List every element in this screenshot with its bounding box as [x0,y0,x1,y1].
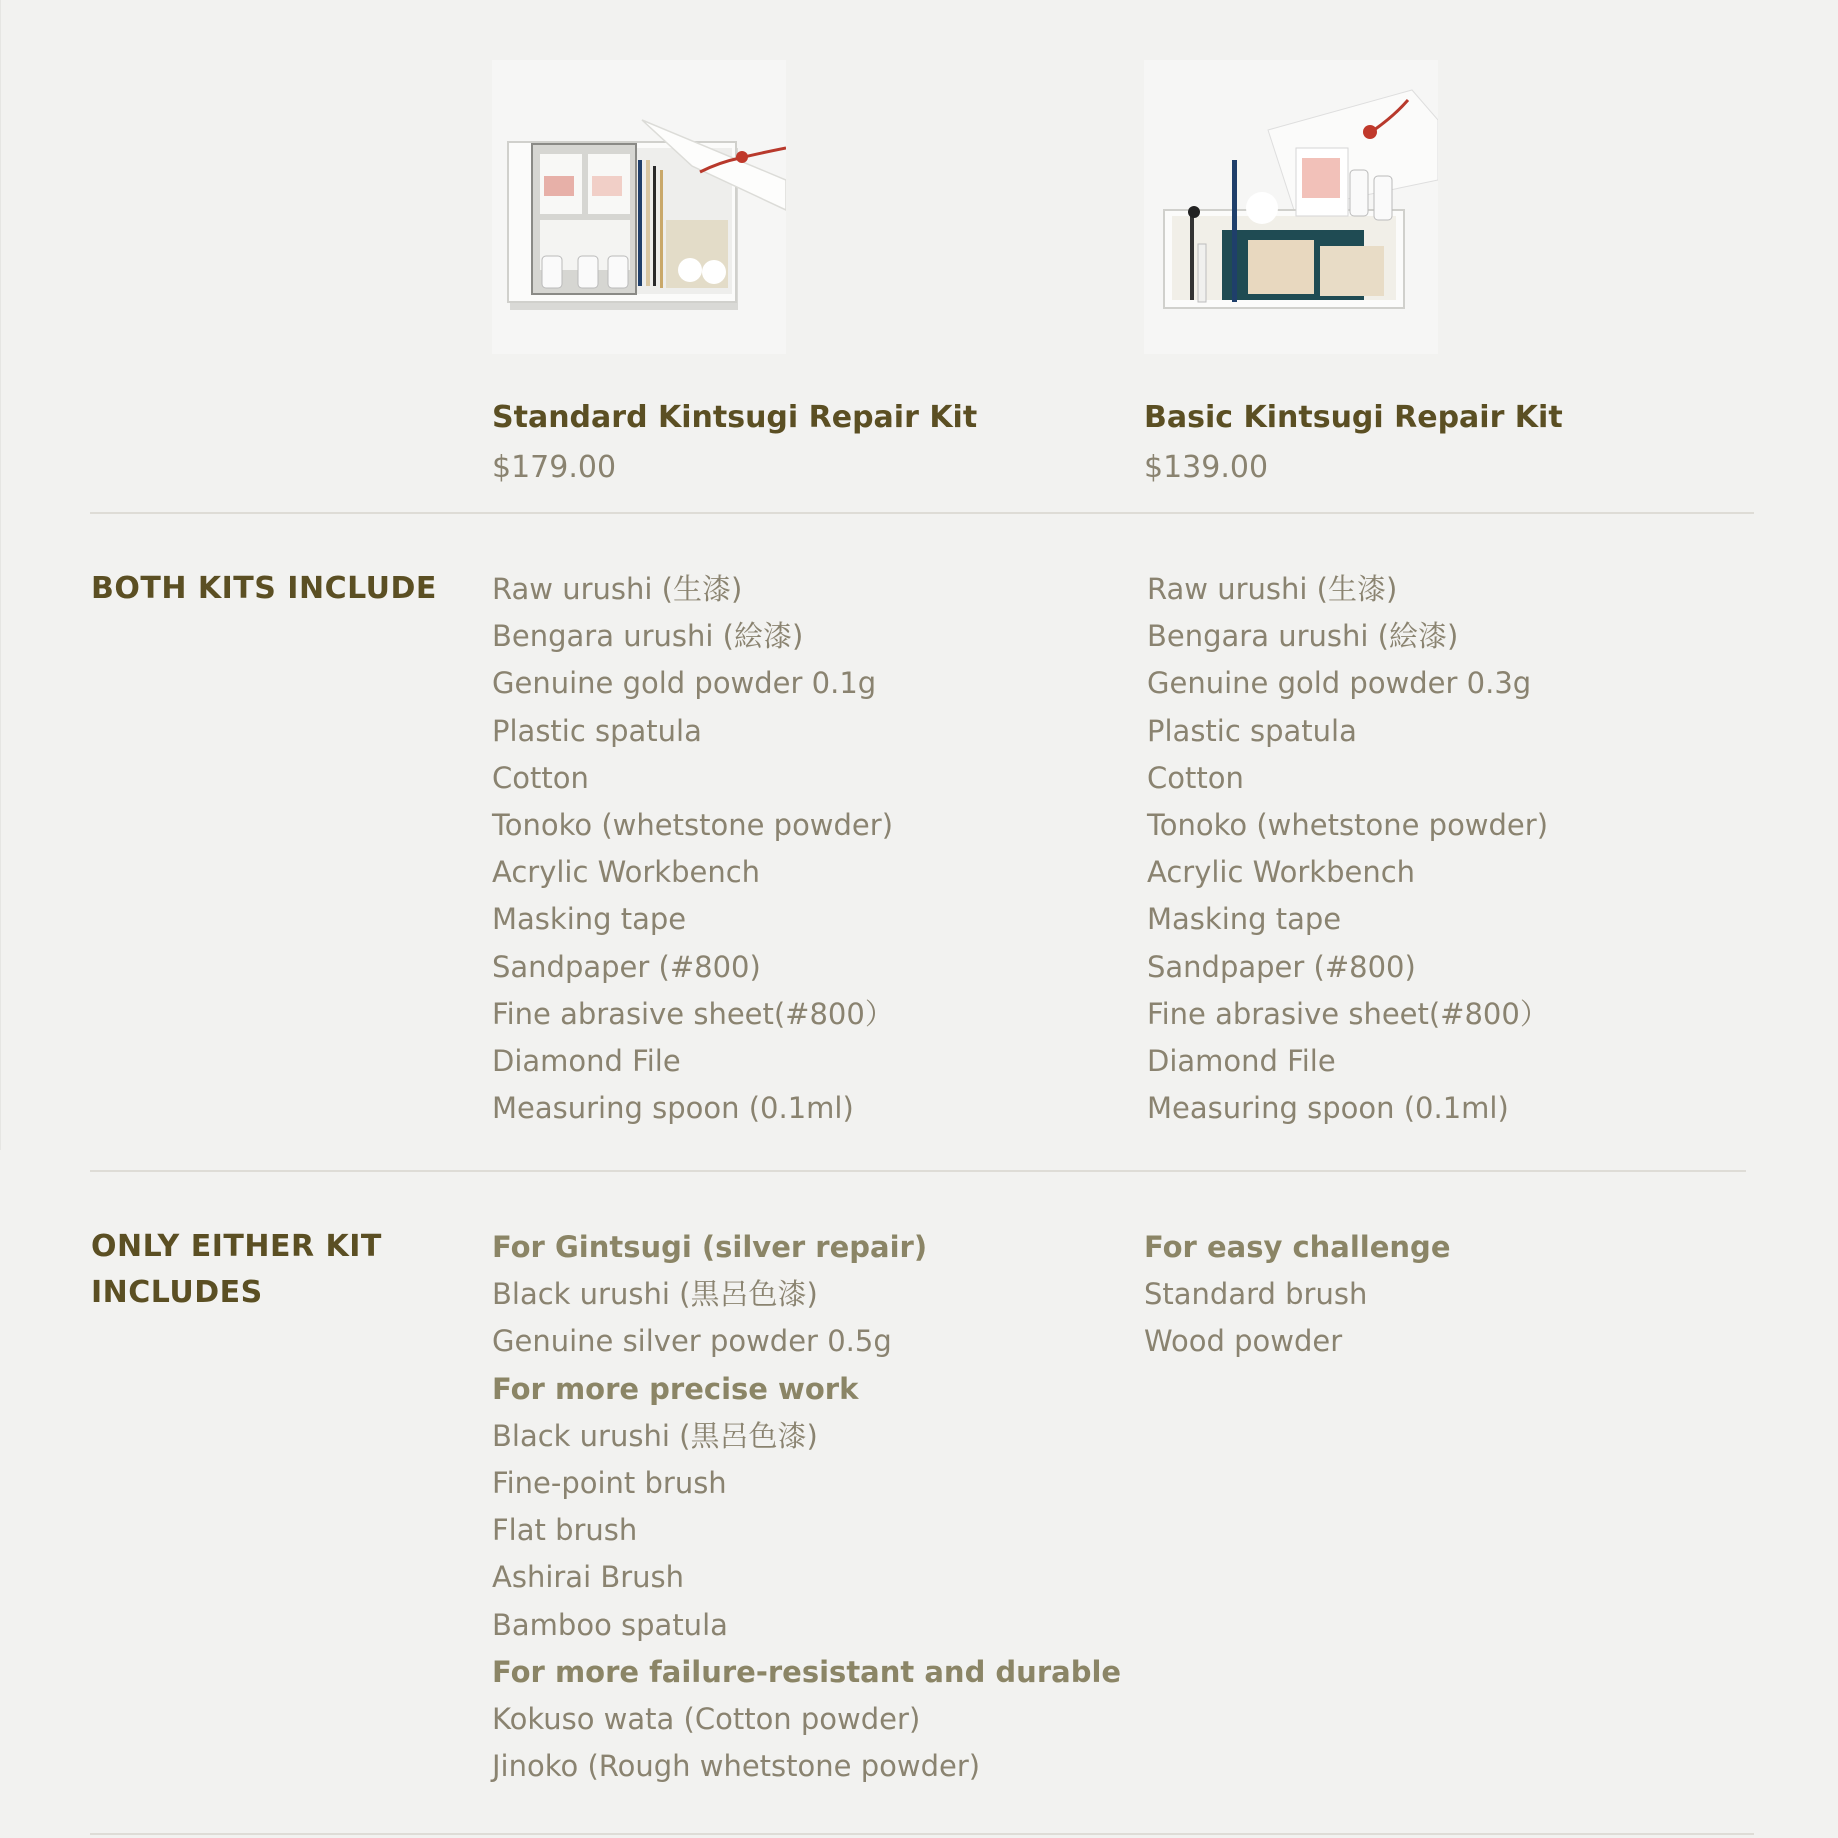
list-item: Black urushi (黒呂色漆) [492,1418,818,1453]
divider-middle [90,1170,1746,1172]
list-item: Ashirai Brush [492,1560,685,1595]
list-item: Masking tape [1147,902,1342,937]
both-items-basic [1147,566,1549,1132]
product-price-basic: $139.00 [1144,450,1269,485]
list-item: Diamond File [492,1044,681,1079]
product-image-standard[interactable] [492,60,786,354]
list-item: Raw urushi (生漆) [492,572,743,606]
list-item: Bamboo spatula [492,1607,728,1642]
left-edge-line [0,0,1,1150]
list-item: Masking tape [492,902,687,937]
either-items-basic [1144,1224,1450,1366]
either-items-standard [492,1224,1121,1790]
list-item: Genuine silver powder 0.5g [492,1324,892,1359]
section-label-either [91,1224,451,1316]
list-item: Genuine gold powder 0.1g [492,666,877,701]
list-item: Black urushi (黒呂色漆) [492,1277,818,1312]
list-item: Sandpaper (#800) [1147,949,1416,984]
list-item: Acrylic Workbench [1147,855,1416,890]
list-item: Jinoko (Rough whetstone powder) [492,1749,981,1784]
section-label-both: BOTH KITS INCLUDE [91,571,437,606]
list-item: Genuine gold powder 0.3g [1147,666,1532,701]
list-item: Diamond File [1147,1044,1336,1079]
list-item: Plastic spatula [1147,713,1357,748]
list-item: Cotton [1147,760,1244,795]
list-item: Measuring spoon (0.1ml) [492,1091,854,1126]
list-item: Wood powder [1144,1324,1343,1359]
list-item: Sandpaper (#800) [492,949,761,984]
divider-top [90,512,1754,514]
product-card-standard[interactable] [492,60,978,485]
product-name-standard[interactable]: Standard Kintsugi Repair Kit [492,400,978,435]
list-item: Acrylic Workbench [492,855,761,890]
list-item: Bengara urushi (絵漆) [492,619,804,654]
product-card-basic[interactable] [1144,60,1604,485]
list-subheading: For Gintsugi (silver repair) [492,1230,928,1264]
list-item: Bengara urushi (絵漆) [1147,619,1459,654]
both-items-standard [492,566,894,1132]
product-name-basic[interactable]: Basic Kintsugi Repair Kit [1144,400,1563,435]
list-item: Fine abrasive sheet(#800） [1147,996,1549,1031]
list-item: Fine abrasive sheet(#800） [492,996,894,1031]
list-item: Cotton [492,760,589,795]
list-subheading: For more precise work [492,1371,859,1406]
section-label-either-line2: INCLUDES [91,1275,263,1310]
standard-kit-photo-illustration [492,60,786,354]
list-subheading: For more failure-resistant and durable [492,1654,1122,1689]
list-item: Plastic spatula [492,713,702,748]
basic-kit-photo-illustration [1144,60,1438,354]
list-item: Standard brush [1144,1277,1368,1312]
divider-bottom [90,1833,1754,1835]
product-image-basic[interactable] [1144,60,1438,354]
list-subheading: For easy challenge [1144,1230,1451,1264]
section-label-either-line1: ONLY EITHER KIT [91,1229,382,1264]
list-item: Fine-point brush [492,1466,727,1501]
list-item: Kokuso wata (Cotton powder) [492,1702,921,1737]
list-item: Tonoko (whetstone powder) [492,808,894,843]
list-item: Measuring spoon (0.1ml) [1147,1091,1509,1126]
list-item: Tonoko (whetstone powder) [1147,808,1549,843]
list-item: Flat brush [492,1513,638,1548]
list-item: Raw urushi (生漆) [1147,572,1398,606]
product-price-standard: $179.00 [492,450,617,485]
